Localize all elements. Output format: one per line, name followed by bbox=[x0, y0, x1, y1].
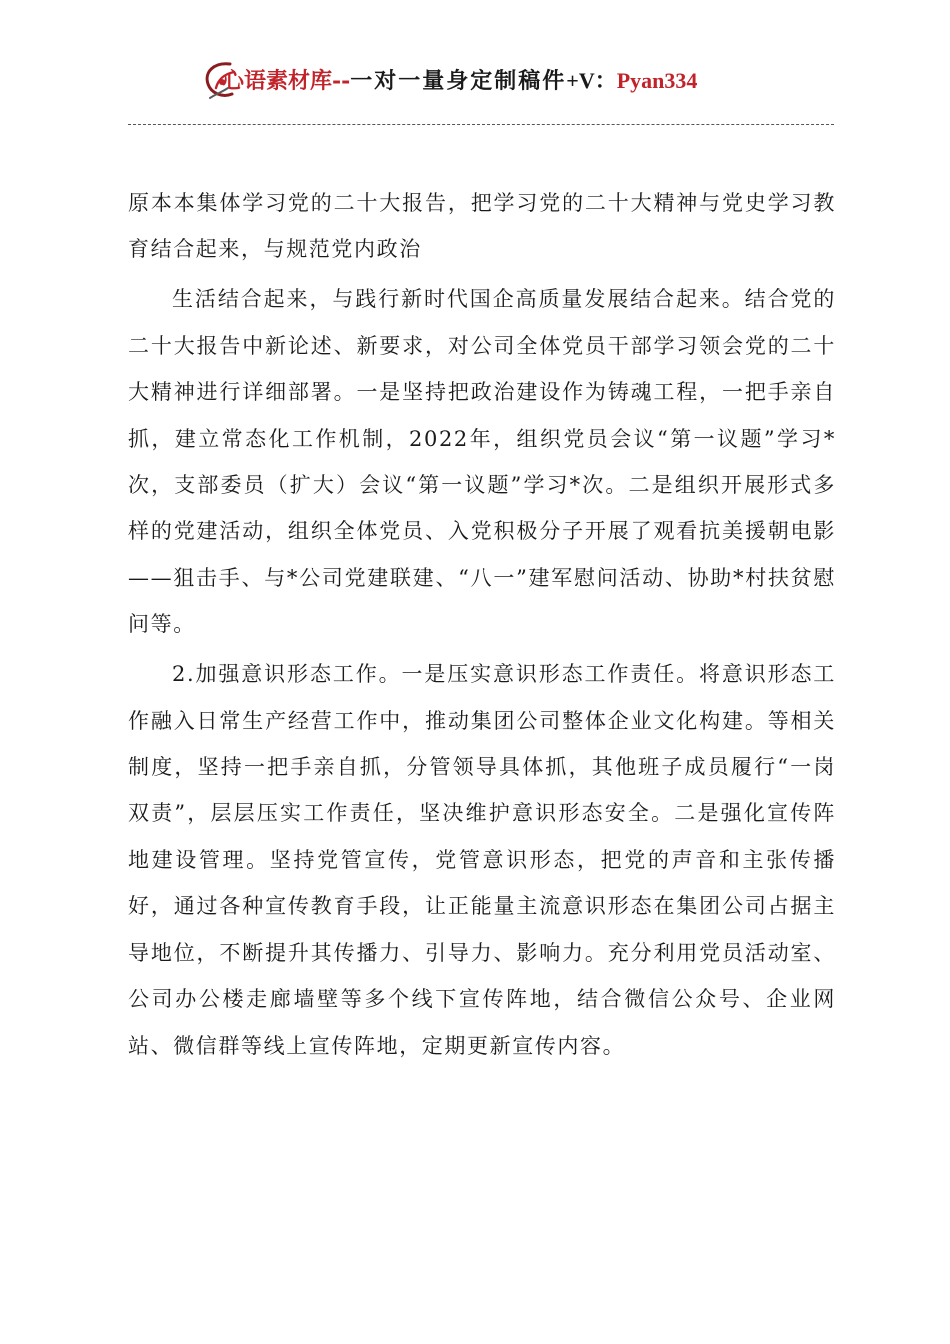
contact-prefix: +V： bbox=[566, 68, 617, 93]
contact-handle: Pyan334 bbox=[616, 68, 698, 93]
page-header bbox=[0, 58, 950, 104]
paragraph-party-building: 生活结合起来，与践行新时代国企高质量发展结合起来。结合党的二十大报告中新论述、新要求，对公司全体党员干部学习领会党的二十大精神进行详细部署。一是坚持把政治建设作为铸魂工程，一把手亲自抓，建立常态化工作机制，2022年，组织党员会议“第一议题”学习*次，支部委员（扩大）会议“第一议题”学习*次。二是组织开展形式多样的党建活动，组织全体党员、入党积极分子开展了观看抗美援朝电影——狙击手、与*公司党建联建、“八一”建军慰问活动、协助*村扶贫慰问等。 bbox=[128, 287, 836, 637]
header-divider bbox=[128, 124, 834, 125]
paragraph-ideology-work: 2.加强意识形态工作。一是压实意识形态工作责任。将意识形态工作融入日常生产经营工作中，推动集团公司整体企业文化构建。等相关制度，坚持一把手亲自抓，分管领导具体抓，其他班子成员履行“一岗双责”，层层压实工作责任，坚决维护意识形态安全。二是强化宣传阵地建设管理。坚持党管宣传，党管意识形态，把党的声音和主张传播好，通过各种宣传教育手段，让正能量主流意识形态在集团公司占据主导地位，不断提升其传播力、引导力、影响力。充分利用党员活动室、公司办公楼走廊墙壁等多个线下宣传阵地，结合微信公众号、企业网站、微信群等线上宣传阵地，定期更新宣传内容。 bbox=[128, 662, 836, 1058]
brand-name: 心语素材库 bbox=[222, 68, 333, 94]
brand-tagline: 一对一量身定制稿件 bbox=[350, 69, 567, 94]
document-body bbox=[128, 180, 836, 1073]
brand-separator: -- bbox=[332, 68, 351, 94]
paragraph-continuation: 原本本集体学习党的二十大报告，把学习党的二十大精神与党史学习教育结合起来，与规范党内政治 bbox=[128, 191, 836, 262]
header-banner bbox=[222, 66, 697, 97]
